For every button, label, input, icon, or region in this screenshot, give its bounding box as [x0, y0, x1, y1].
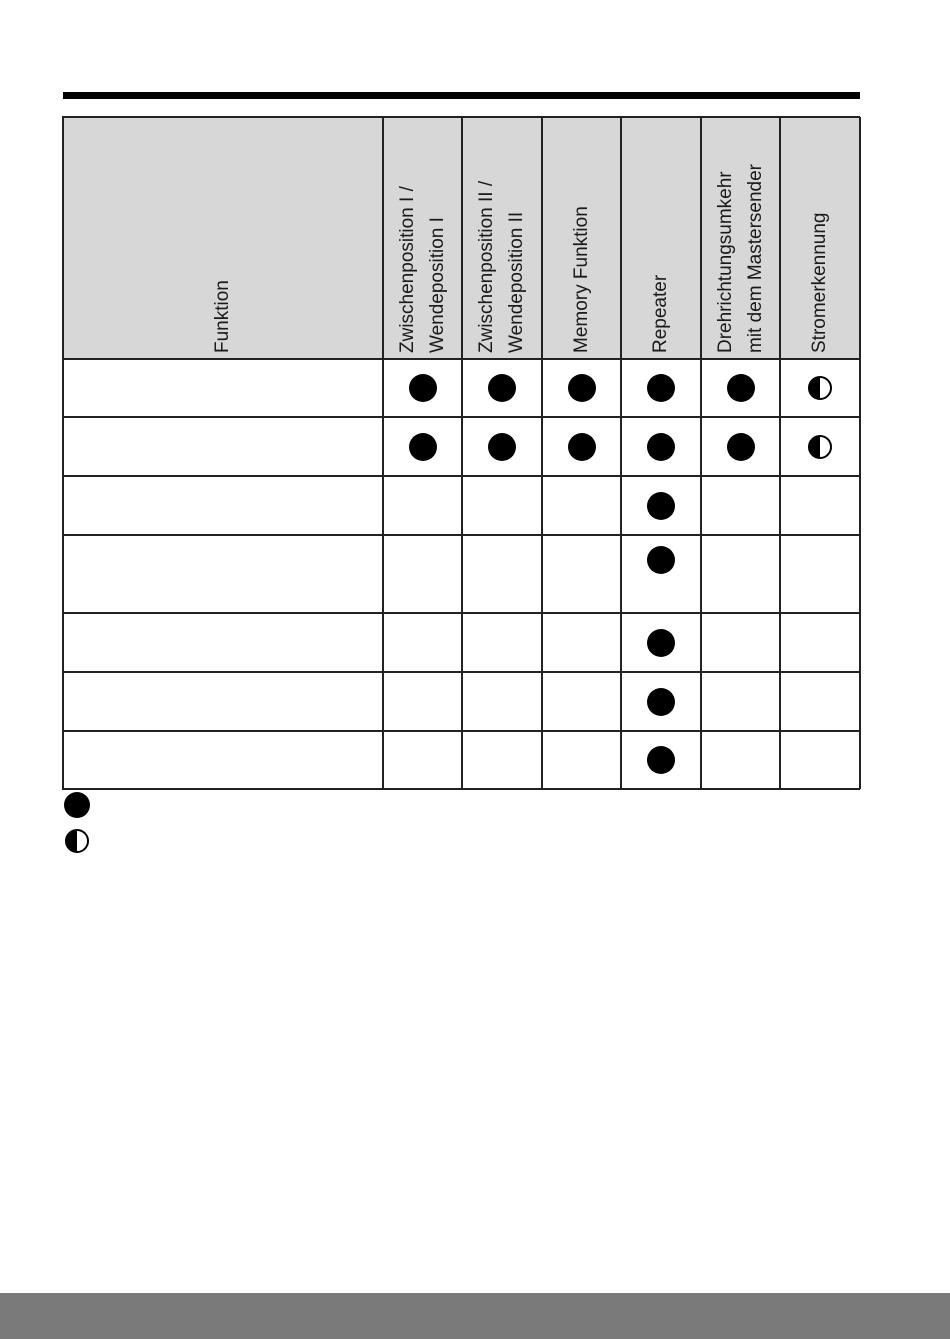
table-vline: [620, 117, 622, 789]
half-filled-circle-icon: [808, 435, 832, 459]
top-rule: [63, 92, 860, 99]
table-hline: [62, 358, 860, 360]
filled-circle-icon: [568, 433, 596, 461]
function-header-label: [208, 280, 238, 353]
filled-circle-icon: [568, 374, 596, 402]
header-col-5: [701, 117, 780, 359]
header-label-line: Wendeposition II: [506, 211, 527, 353]
header-col-2: [462, 117, 542, 359]
legend-half-filled-circle-icon: [65, 829, 89, 853]
table-vline: [779, 117, 781, 789]
header-label-line: Funktion: [212, 280, 233, 353]
table-vline: [62, 117, 64, 789]
filled-circle-icon: [647, 492, 675, 520]
column-header-label: [805, 213, 835, 353]
column-header-label: [472, 181, 532, 353]
table-hline: [62, 612, 860, 614]
filled-circle-icon: [488, 433, 516, 461]
filled-circle-icon: [727, 374, 755, 402]
header-col-1: [383, 117, 462, 359]
filled-circle-icon: [647, 374, 675, 402]
table-hline: [62, 475, 860, 477]
table-hline: [62, 788, 860, 790]
filled-circle-icon: [647, 433, 675, 461]
half-filled-circle-icon: [808, 376, 832, 400]
table-hline: [62, 730, 860, 732]
header-col-3: [542, 117, 621, 359]
filled-circle-icon: [647, 629, 675, 657]
filled-circle-icon: [409, 433, 437, 461]
header-label-line: Memory Funktion: [570, 206, 592, 353]
table-vline: [461, 117, 463, 789]
table-hline: [62, 671, 860, 673]
footer-bar: [0, 1293, 950, 1339]
filled-circle-icon: [409, 374, 437, 402]
header-label-line: Repeater: [650, 274, 671, 353]
header-function: [63, 117, 383, 359]
header-label-line: mit dem Mastersender: [744, 163, 766, 353]
header-label-line: Zwischenposition II /: [476, 180, 497, 353]
table-vline: [382, 117, 384, 789]
filled-circle-icon: [647, 546, 675, 574]
function-table: [63, 117, 860, 789]
column-header-label: [393, 186, 453, 353]
header-label-line: Wendeposition I: [426, 217, 448, 353]
header-label-line: Drehrichtungsumkehr: [714, 171, 736, 353]
table-hline: [62, 416, 860, 418]
table-vline: [700, 117, 702, 789]
table-hline: [62, 534, 860, 536]
table-vline: [859, 117, 861, 789]
filled-circle-icon: [647, 688, 675, 716]
header-col-6: [780, 117, 860, 359]
header-label-line: Zwischenposition I /: [396, 186, 418, 353]
table-vline: [541, 117, 543, 789]
filled-circle-icon: [647, 746, 675, 774]
legend-filled-circle-icon: [64, 792, 90, 818]
header-label-line: Stromerkennung: [809, 212, 830, 353]
header-col-4: [621, 117, 701, 359]
column-header-label: [711, 164, 771, 353]
table-hline: [62, 116, 860, 118]
column-header-label: [646, 275, 676, 353]
filled-circle-icon: [727, 433, 755, 461]
filled-circle-icon: [488, 374, 516, 402]
column-header-label: [567, 206, 597, 353]
